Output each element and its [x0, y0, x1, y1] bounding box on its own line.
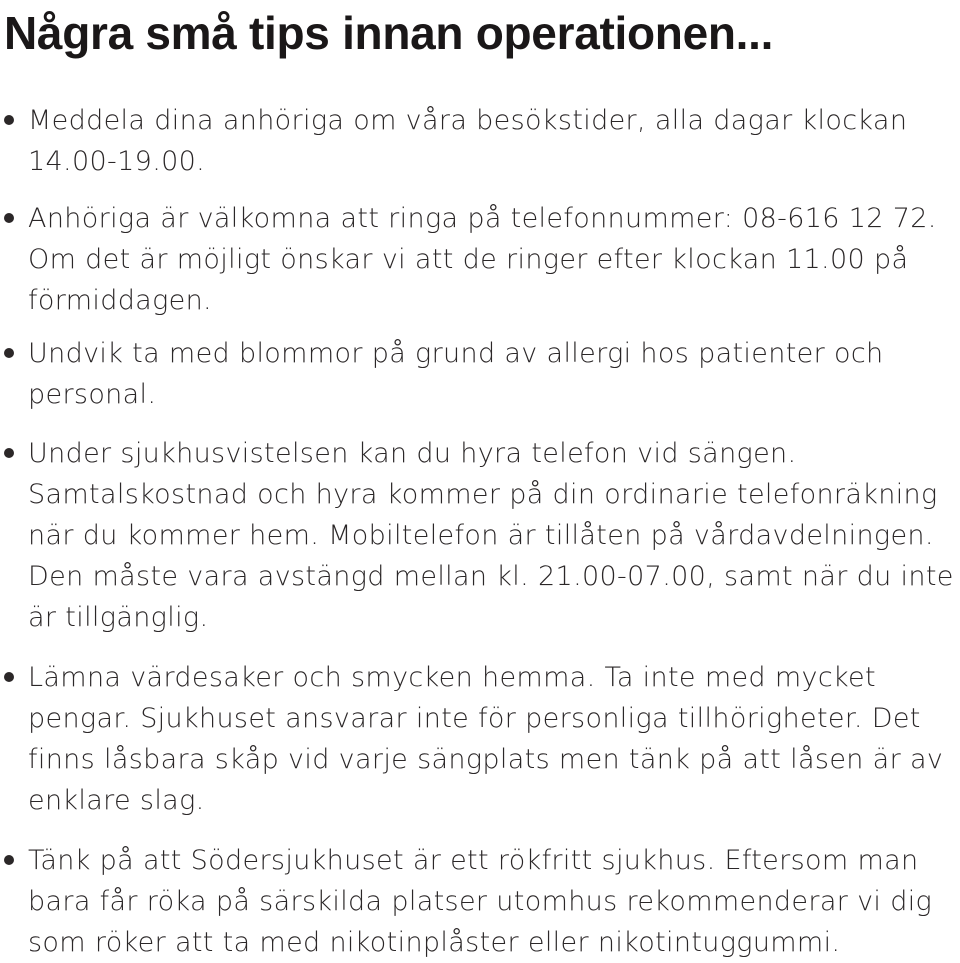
bullet-icon — [4, 672, 14, 682]
tip-item — [28, 100, 958, 182]
tip-text: Under sjukhusvistelsen kan du hyra telefon vid sängen. Samtalskostnad och hyra kommer på din ordinarie telefonräkning när du kommer hem. Mobiltelefon är tillåten på vårdavdelningen. Den måste vara avstängd mellan kl. 21.00-07.00, samt när du inte är tillgänglig. — [28, 438, 954, 633]
tip-text: Anhöriga är välkomna att ringa på telefonnummer: 08-616 12 72. Om det är möjligt önskar vi att de ringer efter klockan 11.00 på förmiddagen. — [28, 203, 937, 316]
bullet-icon — [4, 348, 14, 358]
bullet-icon — [4, 448, 14, 458]
bullet-icon — [4, 213, 14, 223]
tip-item — [28, 333, 958, 415]
tip-text: Undvik ta med blommor på grund av allergi hos patienter och personal. — [28, 338, 884, 410]
tip-text: Tänk på att Södersjukhuset är ett rökfritt sjukhus. Eftersom man bara får röka på särskilda platser utomhus rekommenderar vi dig som röker att ta med nikotinplåster eller nikotintuggummi. — [28, 845, 933, 958]
tip-item — [28, 198, 958, 321]
tip-text: Lämna värdesaker och smycken hemma. Ta inte med mycket pengar. Sjukhuset ansvarar inte för personliga tillhörigheter. Det finns låsbara skåp vid varje sängplats men tänk på att låsen är av enklare slag. — [28, 662, 944, 816]
tip-item — [28, 657, 958, 821]
bullet-icon — [4, 115, 14, 125]
tip-item — [28, 433, 958, 638]
tip-text: Meddela dina anhöriga om våra besökstider, alla dagar klockan 14.00-19.00. — [28, 105, 908, 177]
bullet-icon — [4, 855, 14, 865]
tip-item — [28, 840, 958, 963]
page-heading: Några små tips innan operationen... — [4, 7, 774, 59]
